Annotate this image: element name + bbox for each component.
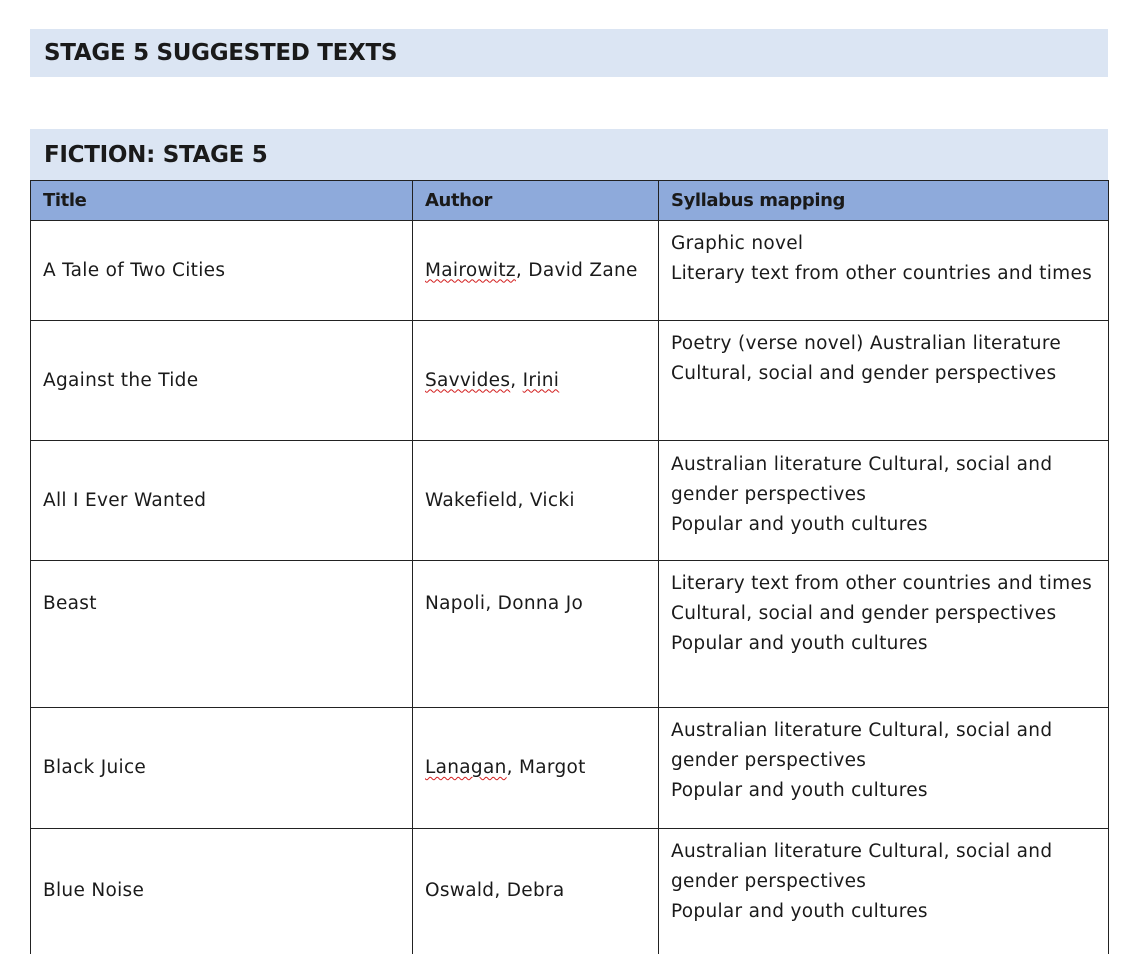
mapping-line: Graphic novel bbox=[671, 233, 804, 254]
suggested-texts-table bbox=[30, 180, 1109, 954]
title-cell: Against the Tide bbox=[31, 321, 413, 441]
syllabus-mapping-cell bbox=[659, 829, 1109, 954]
syllabus-mapping-cell bbox=[659, 221, 1109, 321]
table-row bbox=[31, 441, 1109, 561]
syllabus-mapping-cell bbox=[659, 561, 1109, 708]
author-cell bbox=[413, 221, 659, 321]
author-text: , bbox=[510, 369, 523, 391]
mapping-line: Popular and youth cultures bbox=[671, 780, 928, 801]
title-cell: All I Ever Wanted bbox=[31, 441, 413, 561]
column-header-title: Title bbox=[31, 181, 413, 221]
syllabus-mapping-cell bbox=[659, 708, 1109, 829]
spellcheck-flagged-word: Irini bbox=[522, 369, 560, 391]
author-cell bbox=[413, 321, 659, 441]
mapping-line: Cultural, social and gender perspectives bbox=[671, 363, 1057, 384]
table-row bbox=[31, 221, 1109, 321]
mapping-line: Australian literature Cultural, social and gender perspectives bbox=[671, 454, 1053, 505]
mapping-line: Popular and youth cultures bbox=[671, 633, 928, 654]
mapping-line: Australian literature Cultural, social and gender perspectives bbox=[671, 841, 1053, 892]
syllabus-mapping-cell bbox=[659, 441, 1109, 561]
title-cell: Beast bbox=[31, 561, 413, 708]
title-cell: Blue Noise bbox=[31, 829, 413, 954]
spellcheck-flagged-word: Savvides bbox=[425, 369, 511, 391]
mapping-line: Poetry (verse novel) Australian literature bbox=[671, 333, 1062, 354]
table-header-row bbox=[31, 181, 1109, 221]
author-cell bbox=[413, 708, 659, 829]
section-heading-fiction: FICTION: STAGE 5 bbox=[30, 129, 1108, 180]
author-cell: Napoli, Donna Jo bbox=[413, 561, 659, 708]
spellcheck-flagged-word: Mairowitz bbox=[425, 259, 516, 281]
table-row bbox=[31, 708, 1109, 829]
table-row bbox=[31, 321, 1109, 441]
table-row bbox=[31, 561, 1109, 708]
title-cell: Black Juice bbox=[31, 708, 413, 829]
title-cell: A Tale of Two Cities bbox=[31, 221, 413, 321]
mapping-line: Popular and youth cultures bbox=[671, 514, 928, 535]
mapping-line: Literary text from other countries and times bbox=[671, 263, 1093, 284]
mapping-line: Popular and youth cultures bbox=[671, 901, 928, 922]
mapping-line: Literary text from other countries and times Cultural, social and gender perspectives bbox=[671, 573, 1093, 624]
syllabus-mapping-cell bbox=[659, 321, 1109, 441]
author-text: , David Zane bbox=[515, 259, 638, 281]
author-cell: Wakefield, Vicki bbox=[413, 441, 659, 561]
spellcheck-flagged-word: Lanagan bbox=[425, 757, 507, 778]
column-header-author: Author bbox=[413, 181, 659, 221]
author-cell: Oswald, Debra bbox=[413, 829, 659, 954]
author-text: , Margot bbox=[506, 757, 586, 778]
document-heading: STAGE 5 SUGGESTED TEXTS bbox=[30, 29, 1108, 77]
column-header-syllabus-mapping: Syllabus mapping bbox=[659, 181, 1109, 221]
mapping-line: Australian literature Cultural, social and gender perspectives bbox=[671, 720, 1053, 771]
table-row bbox=[31, 829, 1109, 954]
